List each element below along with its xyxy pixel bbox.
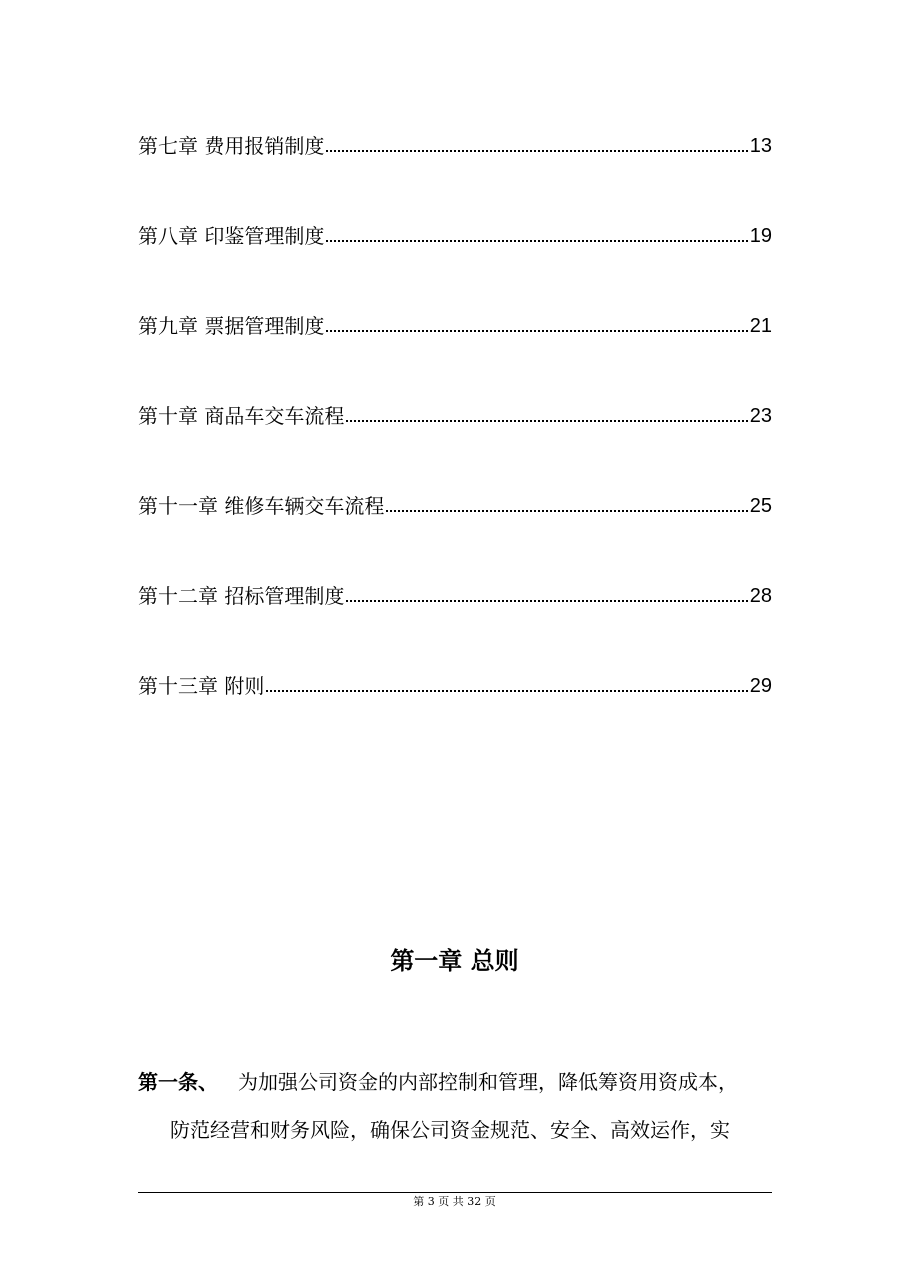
toc-dot-leader: [326, 150, 747, 152]
toc-entry-title: 第十二章 招标管理制度: [138, 584, 345, 608]
footer-divider: [138, 1192, 772, 1193]
toc-entry-title: 第十章 商品车交车流程: [138, 404, 345, 428]
toc-entry[interactable]: [138, 398, 772, 428]
toc-entry[interactable]: [138, 218, 772, 248]
toc-entry[interactable]: [138, 308, 772, 338]
toc-entry-title: 第九章 票据管理制度: [138, 314, 325, 338]
toc-dot-leader: [326, 330, 747, 332]
toc-dot-leader: [386, 510, 747, 512]
toc-entry[interactable]: [138, 128, 772, 158]
toc-entry-title: 第八章 印鉴管理制度: [138, 224, 325, 248]
toc-entry-page: 28: [749, 585, 772, 607]
toc-entry[interactable]: [138, 668, 772, 698]
toc-entry-page: 13: [749, 135, 772, 157]
article-label: 第一条、: [138, 1070, 218, 1094]
toc-entry[interactable]: [138, 488, 772, 518]
toc-dot-leader: [346, 600, 747, 602]
toc-entry-page: 19: [749, 225, 772, 247]
chapter-heading: 第一章 总则: [390, 947, 519, 975]
article-paragraph: [138, 1070, 778, 1094]
toc-entry-title: 第七章 费用报销制度: [138, 134, 325, 158]
toc-entry-title: 第十三章 附则: [138, 674, 265, 698]
toc-entry[interactable]: [138, 578, 772, 608]
toc-entry-page: 29: [749, 675, 772, 697]
toc-entry-page: 21: [749, 315, 772, 337]
article-text-line: 为加强公司资金的内部控制和管理，降低筹资用资成本，: [238, 1070, 738, 1094]
article-text-line: 防范经营和财务风险，确保公司资金规范、安全、高效运作，实: [170, 1118, 730, 1142]
toc-entry-page: 23: [749, 405, 772, 427]
toc-dot-leader: [326, 240, 747, 242]
toc-dot-leader: [266, 690, 747, 692]
toc-dot-leader: [346, 420, 747, 422]
toc-entry-title: 第十一章 维修车辆交车流程: [138, 494, 385, 518]
page-number-footer: 第 3 页 共 32 页: [413, 1195, 496, 1208]
toc-entry-page: 25: [749, 495, 772, 517]
